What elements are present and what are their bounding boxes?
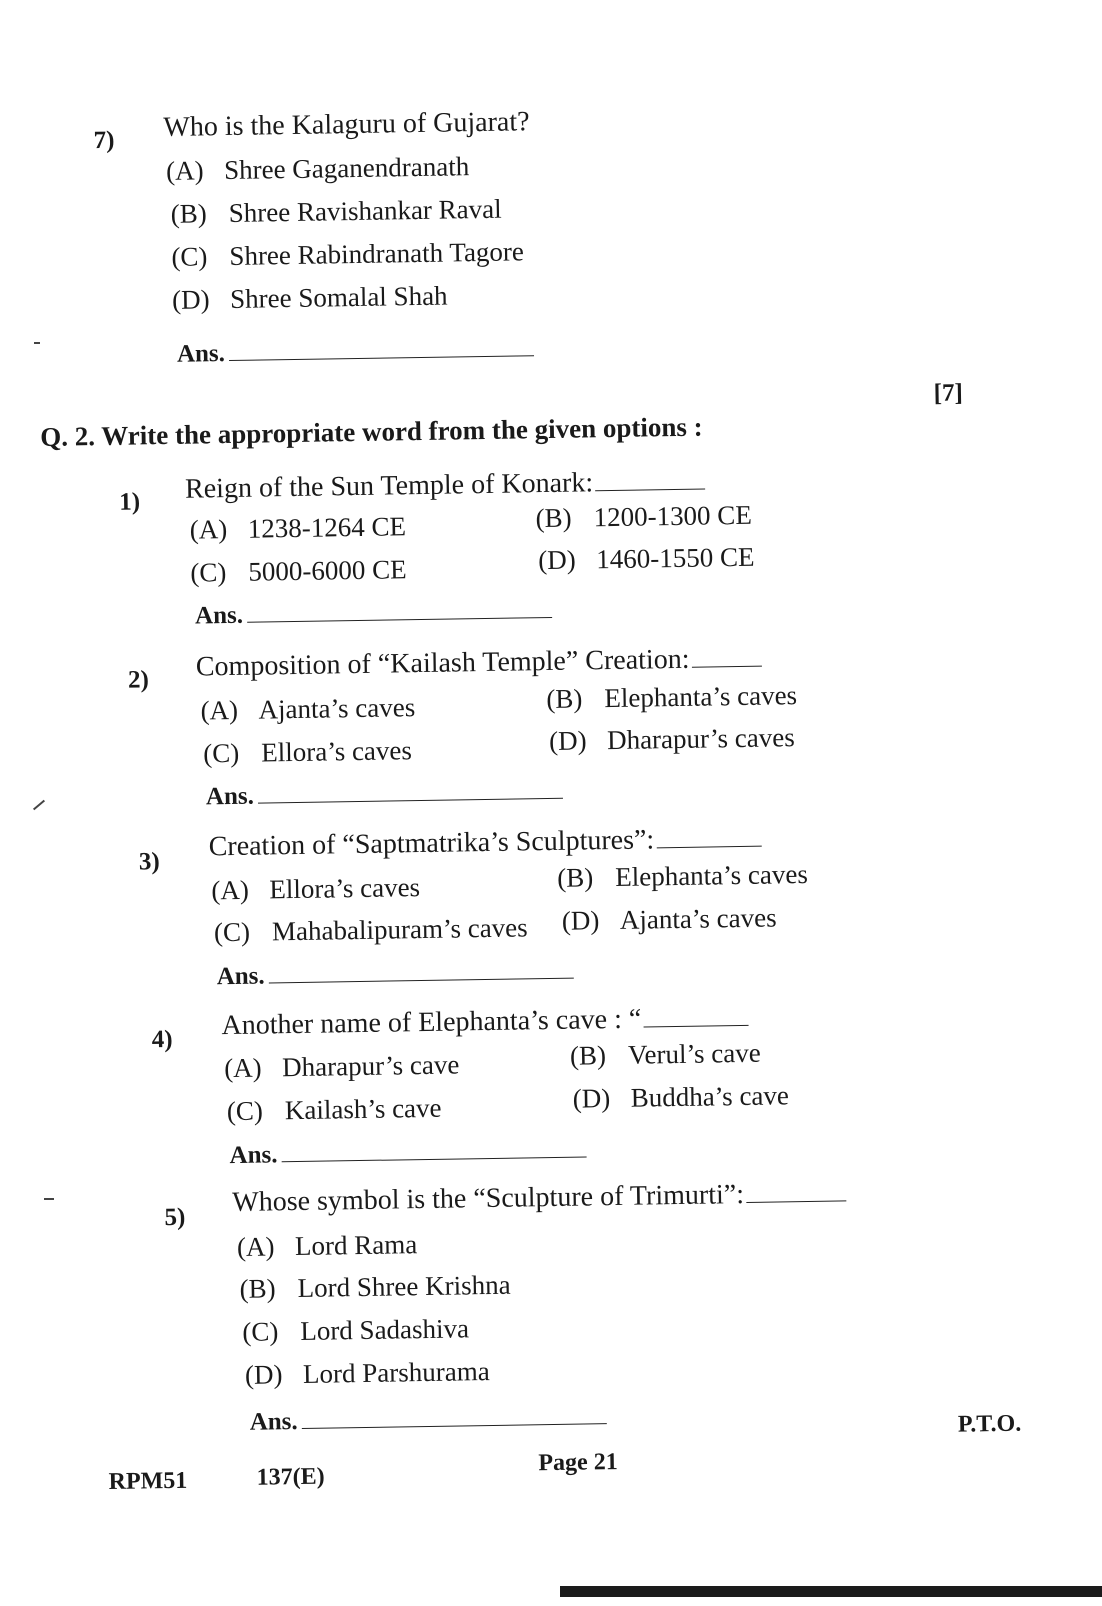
option-d <box>549 722 795 757</box>
option-label: (D) <box>561 905 600 936</box>
option-text: Elephanta’s caves <box>604 680 798 714</box>
option-text: Shree Somalal Shah <box>229 280 448 314</box>
question-number: 3) <box>138 848 160 876</box>
scan-mark <box>34 342 40 344</box>
option-label: (D) <box>548 725 587 757</box>
question-text: Who is the Kalaguru of Gujarat? <box>163 106 530 143</box>
option-a <box>189 511 406 545</box>
option-label: (B) <box>556 862 594 893</box>
scan-mark <box>44 1198 54 1200</box>
question-text <box>232 1177 846 1219</box>
option-text: Kailash’s cave <box>284 1092 442 1126</box>
question-number: 1) <box>119 488 141 516</box>
option-label: (C) <box>171 241 208 272</box>
answer-field[interactable] <box>229 1136 586 1170</box>
option-a <box>211 872 420 906</box>
question-text-content: Creation of “Saptmatrika’s Sculptures”: <box>208 824 655 863</box>
option-label: (C) <box>242 1316 279 1347</box>
option-text: Lord Rama <box>294 1229 418 1262</box>
option-a <box>200 692 415 726</box>
option-text: Mahabalipuram’s caves <box>271 912 528 947</box>
option-b <box>557 859 808 894</box>
option-text: Shree Gaganendranath <box>223 151 470 186</box>
option-b <box>570 1038 761 1072</box>
option-text: Lord Sadashiva <box>300 1313 470 1346</box>
pto-label: P.T.O. <box>957 1410 1022 1438</box>
option-d <box>562 902 777 936</box>
option-text: Ajanta’s caves <box>258 692 416 725</box>
option-label: (B) <box>170 198 207 229</box>
option-text: Ellora’s caves <box>269 872 421 905</box>
option-label: (A) <box>189 514 228 545</box>
option-b <box>546 680 797 715</box>
option-c <box>242 1313 469 1348</box>
option-label: (D) <box>171 284 210 315</box>
option-label: (D) <box>572 1083 611 1114</box>
option-label: (A) <box>165 155 204 186</box>
question-blank[interactable] <box>643 1025 748 1028</box>
question-blank[interactable] <box>595 489 705 492</box>
option-label: (B) <box>239 1273 276 1304</box>
option-c <box>190 554 407 588</box>
answer-label: Ans. <box>229 1141 278 1170</box>
option-text: 1460-1550 CE <box>595 541 755 575</box>
option-text: Dharapur’s caves <box>606 722 795 756</box>
option-text: 1200-1300 CE <box>593 499 753 533</box>
option-text: Shree Rabindranath Tagore <box>229 236 525 271</box>
question-number: 5) <box>164 1203 186 1232</box>
option-label: (D) <box>537 544 576 576</box>
option-text: Lord Parshurama <box>302 1356 490 1389</box>
question-number: 2) <box>127 666 150 694</box>
question-text-content: Composition of “Kailash Temple” Creation: <box>195 643 690 683</box>
answer-label: Ans. <box>216 962 265 991</box>
paper-number: 137(E) <box>256 1463 325 1491</box>
option-c <box>171 236 524 273</box>
answer-line[interactable] <box>247 617 552 623</box>
option-a <box>166 151 470 187</box>
question-blank[interactable] <box>692 666 762 668</box>
question-text <box>185 466 706 506</box>
option-label: (A) <box>223 1052 262 1084</box>
option-label: (C) <box>190 557 227 588</box>
page-number: Page 21 <box>538 1449 618 1477</box>
answer-label: Ans. <box>194 601 244 630</box>
option-label: (C) <box>213 916 251 948</box>
option-d <box>245 1356 490 1391</box>
section-marks: [7] <box>933 379 964 407</box>
option-d <box>172 281 448 316</box>
option-text: Verul’s cave <box>627 1037 761 1070</box>
option-label: (A) <box>236 1231 275 1262</box>
option-b <box>171 194 502 230</box>
option-text: Buddha’s cave <box>630 1080 790 1113</box>
option-d <box>572 1080 789 1114</box>
option-text: Lord Shree Krishna <box>297 1269 511 1304</box>
option-d <box>538 542 755 576</box>
option-text: Ellora’s caves <box>260 735 413 768</box>
answer-field[interactable] <box>206 778 563 812</box>
question-number: 7) <box>93 126 115 155</box>
answer-label: Ans. <box>176 340 226 368</box>
answer-line[interactable] <box>282 1156 587 1162</box>
option-text: Ajanta’s caves <box>619 902 777 935</box>
answer-label: Ans. <box>205 782 255 811</box>
option-label: (B) <box>546 683 583 715</box>
answer-field[interactable] <box>250 1403 607 1437</box>
question-blank[interactable] <box>746 1200 846 1203</box>
option-c <box>203 735 412 769</box>
option-a <box>237 1229 418 1263</box>
answer-field[interactable] <box>195 597 552 631</box>
answer-line[interactable] <box>258 798 563 804</box>
option-b <box>535 500 752 534</box>
answer-line[interactable] <box>269 978 574 984</box>
option-label: (C) <box>202 737 240 769</box>
option-c <box>214 912 528 948</box>
option-text: Elephanta’s caves <box>614 858 809 892</box>
question-text <box>208 823 761 864</box>
option-a <box>224 1049 460 1084</box>
option-label: (B) <box>569 1040 607 1071</box>
section-heading: Q. 2. Write the appropriate word from the given options : <box>39 411 703 452</box>
option-label: (C) <box>226 1095 264 1127</box>
option-label: (A) <box>211 874 250 906</box>
question-blank[interactable] <box>656 846 761 849</box>
option-text: Shree Ravishankar Raval <box>228 193 502 228</box>
scan-edge-bar <box>560 1586 1102 1597</box>
option-text: Dharapur’s cave <box>281 1049 460 1083</box>
answer-label: Ans. <box>249 1408 298 1436</box>
question-number: 4) <box>151 1025 173 1054</box>
answer-line[interactable] <box>302 1423 607 1429</box>
option-b <box>239 1270 510 1305</box>
option-label: (D) <box>244 1359 283 1390</box>
question-text <box>196 643 762 684</box>
question-text-content: Another name of Elephanta’s cave : “ <box>221 1003 642 1042</box>
question-text-content: Whose symbol is the “Sculpture of Trimurti”: <box>232 1179 745 1219</box>
option-text: 5000-6000 CE <box>248 554 407 587</box>
option-text: 1238-1264 CE <box>247 511 407 544</box>
paper-code: RPM51 <box>108 1467 188 1496</box>
option-c <box>227 1093 442 1127</box>
option-label: (A) <box>200 694 239 726</box>
option-label: (B) <box>535 502 572 534</box>
answer-line[interactable] <box>229 355 534 361</box>
question-text-content: Reign of the Sun Temple of Konark: <box>184 467 594 505</box>
answer-field[interactable] <box>217 958 574 992</box>
question-text <box>221 1002 748 1042</box>
answer-field[interactable] <box>177 335 534 369</box>
